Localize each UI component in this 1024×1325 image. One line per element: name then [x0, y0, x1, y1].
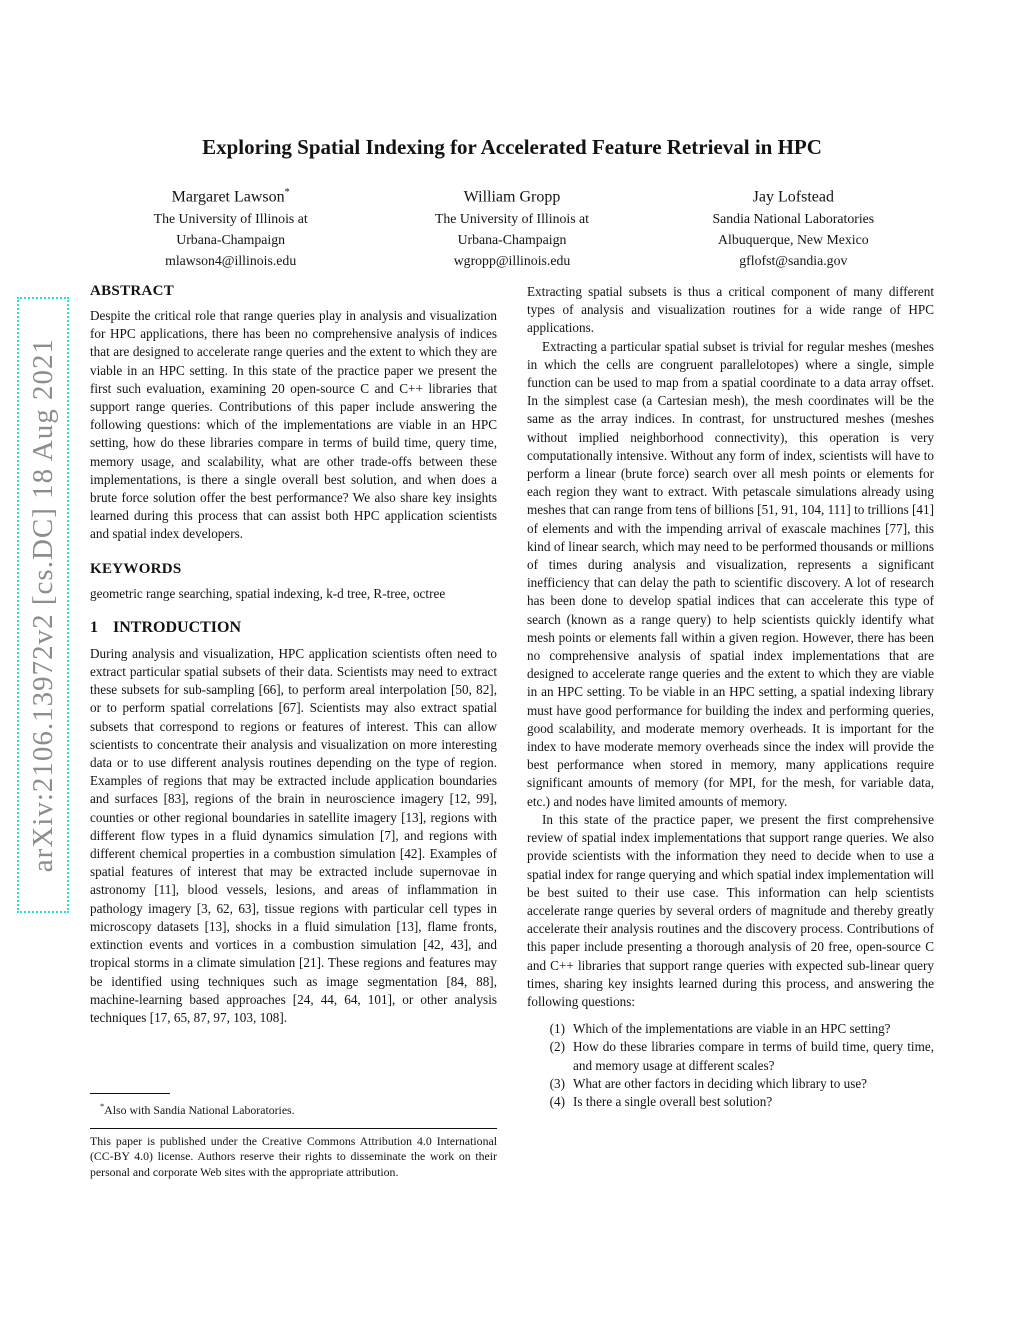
- author-block: [90, 182, 371, 271]
- right-column: [527, 283, 934, 1180]
- body-paragraph: Extracting a particular spatial subset is trivial for regular meshes (meshes in which the cells are congruent parallelotopes) where a single, simple function can be used to map from a spatial coordinate to a data array offset. In the simplest case (a Cartesian mesh), the mesh coordinates will be the same as the array indices. In contrast, for unstructured meshes (meshes without implied neighborhood connectivity), this operation is very computationally intensive. Without any form of index, scientists will have to perform a linear (brute force) search over all mesh points or elements for each region they want to extract. With petascale simulations already using meshes that can range from tens of billions [51, 91, 104, 111] to trillions [41] of elements and with the impending arrival of exascale machines [77], this kind of linear search, which may need to be performed thousands or millions of times during analysis and visualization, represents a significant inefficiency that can delay the path to scientific discovery. A lot of research has been done to develop spatial indices that can accelerate this type of search (known as a range query) to help scientists quickly identify what mesh points or elements fall within a given region. However, there has been no comprehensive analysis of spatial index implementations that are designed to accelerate range queries and the extent to which they are viable in an HPC setting. To be viable in an HPC setting, a spatial indexing library must have good performance for building the index and performing queries, good scalability, and moderate memory overheads. It is important for the index to have moderate memory overheads since the index will provide the best performance when stored in memory, many applications require significant amounts of memory (for MPI, for the mesh, for variable data, etc.) and nodes have limited amounts of memory.: [527, 338, 934, 809]
- arxiv-watermark-box: [17, 297, 69, 913]
- keywords-text: geometric range searching, spatial indexing, k-d tree, R-tree, octree: [90, 585, 446, 601]
- author-affiliation-line: The University of Illinois at: [153, 211, 308, 227]
- list-item-text: How do these libraries compare in terms of build time, query time, and memory usage at different scales?: [573, 1039, 934, 1073]
- author-name: [653, 182, 934, 208]
- author-affiliation-line: Sandia National Laboratories: [712, 211, 875, 227]
- footnote-text: Also with Sandia National Laboratories.: [104, 1102, 295, 1117]
- author-email: wgropp@illinois.edu: [453, 253, 571, 269]
- author-name-text: William Gropp: [463, 188, 561, 206]
- abstract-paragraph: Despite the critical role that range queries play in analysis and visualization for HPC applications, there has been no comprehensive analysis of indices that are designed to accelerate range queries and the extent to which they are viable in an HPC setting. In this state of the practice paper we present the first such evaluation, examining 20 open-source C and C++ libraries that support range queries. Contributions of this paper include answering the following questions: which of the implementations are viable in an HPC setting, how do these libraries compare in terms of build time, query time, memory usage, and scalability, what are other trade-offs between these implementations, is there a single overall best solution, and when does a brute force solution offer the best performance? We also share key insights learned during this process that can assist both HPC application scientists and spatial index developers.: [90, 308, 497, 542]
- body-paragraph: Extracting spatial subsets is thus a critical component of many different types of analysis and visualization routines for a wide range of HPC applications.: [527, 284, 934, 336]
- footnote-rule-short: [90, 1093, 170, 1094]
- author-name: [371, 182, 652, 208]
- list-item-number: (3): [549, 1075, 565, 1091]
- footnote-marker: *: [100, 1100, 105, 1111]
- author-block-row: [90, 182, 934, 271]
- section-title: INTRODUCTION: [113, 618, 242, 636]
- list-item: [527, 1038, 934, 1074]
- left-column: [90, 283, 497, 1180]
- author-affiliation-line: Urbana-Champaign: [176, 232, 286, 248]
- list-item-text: What are other factors in deciding which library to use?: [573, 1075, 868, 1091]
- paper-title: Exploring Spatial Indexing for Accelerated Feature Retrieval in HPC: [202, 135, 822, 159]
- abstract-heading: ABSTRACT: [90, 283, 175, 299]
- license-text: This paper is published under the Creative Commons Attribution 4.0 International (CC-BY 4.0) license. Authors reserve their rights to disseminate the work on their personal and corporate Web sites with the appropriate attribution.: [90, 1133, 497, 1179]
- body-paragraph: In this state of the practice paper, we present the first comprehensive review of spatial index implementations that support range queries. We also provide scientists with the information they need to decide when to use a spatial index for range querying and which spatial index implementation will be best suited to their use case. This information can help scientists accelerate range queries by several orders of magnitude and thereby greatly accelerate their analysis routines and the discovery process. Contributions of this paper include presenting a thorough analysis of 20 free, open-source C and C++ libraries that support range queries with expected sub-linear query times, sharing key insights learned during this process, and answering the following questions:: [527, 811, 934, 1009]
- author-affiliation-line: Urbana-Champaign: [457, 232, 567, 248]
- paper-body: [90, 283, 934, 1180]
- list-item-text: Which of the implementations are viable in an HPC setting?: [573, 1021, 891, 1037]
- keywords-heading: KEYWORDS: [90, 560, 182, 577]
- author-footnote: [90, 1099, 497, 1118]
- author-name: [90, 182, 371, 208]
- author-block: [371, 182, 652, 271]
- contribution-questions-list: [527, 1020, 934, 1111]
- author-email: gflofst@sandia.gov: [739, 253, 848, 269]
- author-affiliation-line: The University of Illinois at: [434, 211, 590, 227]
- section-number: 1: [90, 618, 98, 636]
- footnote-area: [90, 1093, 497, 1180]
- author-email: mlawson4@illinois.edu: [165, 253, 297, 269]
- list-item: [527, 1075, 934, 1093]
- author-name-text: Margaret Lawson: [171, 188, 285, 206]
- list-item-number: (1): [549, 1021, 565, 1037]
- list-item-text: Is there a single overall best solution?: [573, 1093, 773, 1109]
- arxiv-watermark-text: arXiv:2106.13972v2 [cs.DC] 18 Aug 2021: [26, 337, 59, 873]
- list-item-number: (2): [549, 1039, 565, 1055]
- author-affiliation-line: Albuquerque, New Mexico: [718, 232, 869, 248]
- author-note-marker: *: [284, 187, 290, 198]
- introduction-paragraph: During analysis and visualization, HPC application scientists often need to extract particular spatial subsets of their data. Scientists may need to extract these subsets for sub-sampling [66], to perform areal interpolation [50, 82], or to perform spatial correlations [67]. Scientists may also extract spatial subsets that correspond to regions or features of interest. This can allow scientists to concentrate their analysis and visualization on more interesting data or to use different analysis routines depending on the type of region. Examples of regions that may be extracted include application boundaries and surfaces [83], regions of the brain in neuroscience imagery [12, 99], counties or other regional boundaries in satellite imagery [13], regions with different flow types in a fluid dynamics simulation [7], and regions with different chemical properties in a combustion simulation [42]. Examples of spatial features of interest that may be extracted include supernovae in astronomy [11], blood vessels, lesions, and areas of inflammation in pathology imagery [3, 62, 63], tissue regions with particular cell types in microscopy datasets [13], shocks in a fluid simulation [13], flame fronts, extinction events and vortices in a combustion simulation [42, 43], and tropical storms in a climate simulation [21]. These regions and features may be identified using techniques such as image segmentation [84, 88], machine-learning based approaches [24, 44, 64, 101], or other analysis techniques [17, 65, 87, 97, 103, 108].: [90, 645, 497, 1025]
- list-item: [527, 1020, 934, 1038]
- author-name-text: Jay Lofstead: [752, 188, 834, 206]
- license-rule: [90, 1128, 497, 1129]
- author-block: [653, 182, 934, 271]
- introduction-heading: [90, 619, 497, 637]
- list-item-number: (4): [549, 1093, 565, 1109]
- list-item: [527, 1093, 934, 1111]
